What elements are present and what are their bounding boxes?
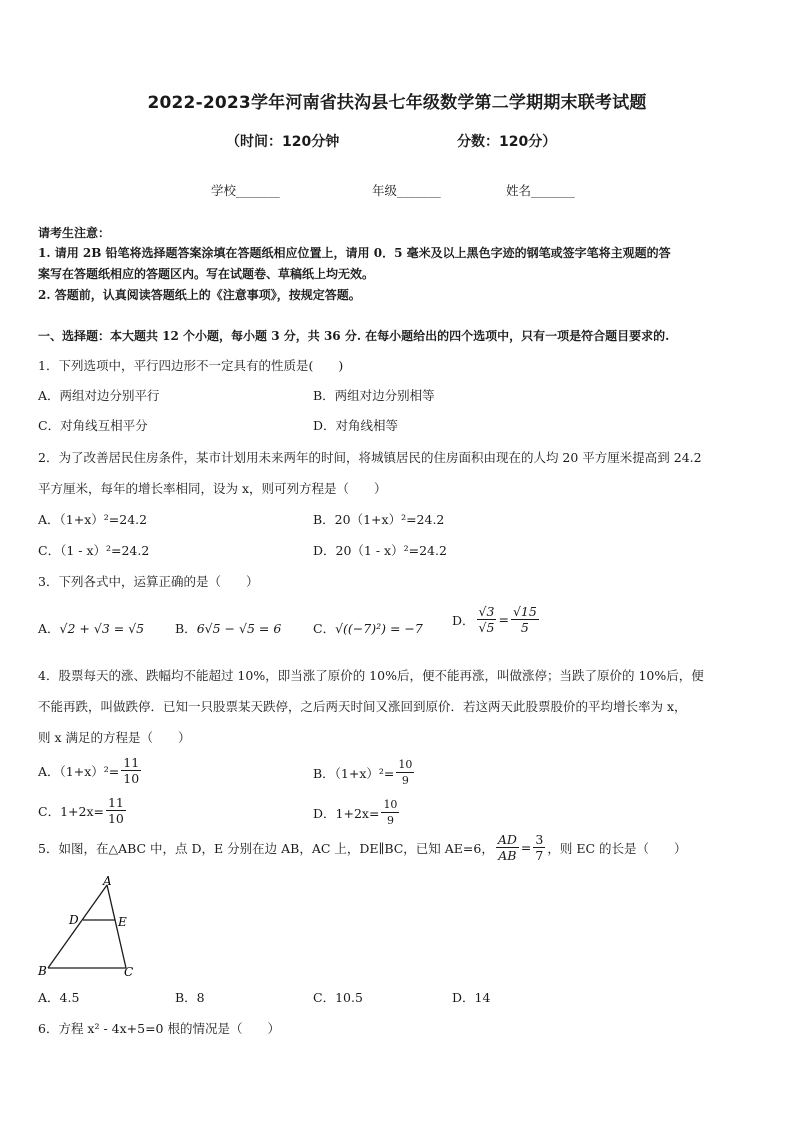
q5-frac-num: AD	[497, 832, 517, 847]
q3-option-a-expr: √2 + √3 = √5	[59, 621, 145, 636]
q4-option-c	[38, 795, 128, 826]
label-c: C	[124, 965, 134, 979]
q2-stem-a: 2．为了改善居民住房条件，某市计划用未来两年的时间，将城镇居民的住房面积由现在的人均 20 平方厘米提高到 24.2	[38, 450, 702, 465]
q5-stem-b: ，则 EC 的长是（ ）	[547, 840, 687, 856]
q5-stem	[38, 832, 687, 863]
info-fields	[0, 181, 794, 201]
q3-option-b-label: B．	[175, 621, 197, 636]
q4-option-d	[313, 797, 401, 828]
q5-frac-den: AB	[498, 848, 517, 863]
school-field: 学校_______	[211, 183, 280, 198]
q4-a-den: 10	[123, 771, 140, 786]
page-title: 2022-2023学年河南省扶沟县七年级数学第二学期期末联考试题	[147, 93, 647, 113]
label-e: E	[118, 915, 127, 929]
q4-option-d-label: D．1+2x=	[313, 805, 380, 821]
q5-value-frac	[533, 832, 545, 863]
q3-option-d	[452, 604, 541, 635]
q4-d-den: 9	[386, 814, 394, 827]
notice-line-1a: 1. 请用 2B 铅笔将选择题答案涂填在答题纸相应位置上，请用 0．5 毫米及以上黑色字迹的钢笔或签字笔将主观题的答	[38, 246, 671, 260]
label-a: A	[103, 874, 112, 888]
label-d: D	[69, 913, 79, 927]
q4-stem-b: 不能再跌，叫做跌停．已知一只股票某天跌停，之后两天时间又涨回到原价．若这两天此股票股价的平均增长率为 x，	[38, 699, 687, 714]
label-b: B	[38, 964, 47, 978]
q1-option-b: B．两组对边分别相等	[313, 388, 435, 403]
q3-option-a	[38, 619, 144, 637]
q4-d-num: 10	[383, 798, 398, 811]
q5-val-num: 3	[535, 832, 544, 847]
name-field: 姓名_______	[506, 183, 575, 198]
notice-heading: 请考生注意：	[38, 226, 111, 240]
q3-stem: 3．下列各式中，运算正确的是（ ）	[38, 574, 259, 589]
q4-b-den: 9	[401, 774, 409, 787]
q5-option-c: C．10.5	[313, 990, 363, 1005]
q3-option-d-frac-right	[511, 604, 539, 635]
notice-line-2: 2. 答题前，认真阅读答题纸上的《注意事项》，按规定答题。	[38, 288, 361, 302]
q2-option-a: A．（1+x）²=24.2	[38, 512, 148, 527]
grade-field: 年级_______	[372, 183, 441, 198]
score-label: 分数：120分）	[457, 134, 557, 150]
q4-stem-a: 4．股票每天的涨、跌幅均不能超过 10%，即当涨了原价的 10%后，便不能再涨，叫做涨停；当跌了原价的 10%后，便	[38, 668, 704, 683]
q6-stem: 6．方程 x² - 4x+5=0 根的情况是（ ）	[38, 1021, 280, 1036]
q4-c-num: 11	[107, 795, 124, 810]
q4-option-b-frac	[396, 757, 414, 788]
q2-stem-b: 平方厘米，每年的增长率相同，设为 x，则可列方程是（ ）	[38, 481, 387, 496]
q4-option-d-frac	[381, 797, 399, 828]
time-label: （时间：120分钟	[226, 134, 340, 150]
q4-a-num: 11	[123, 755, 140, 770]
q2-option-b: B．20（1+x）²=24.2	[313, 512, 445, 527]
notice-line-1b: 案写在答题纸相应的答题区内。写在试题卷、草稿纸上均无效。	[38, 267, 375, 281]
q5-option-b: B．8	[175, 990, 205, 1005]
section-heading: 一、选择题：本大题共 12 个小题，每小题 3 分，共 36 分. 在每小题给出的四个选项中，只有一项是符合题目要求的.	[38, 329, 670, 343]
q4-option-a-label: A．（1+x）²=	[38, 763, 120, 779]
q3-d-den-left: √5	[478, 620, 495, 635]
q5-ratio-frac	[496, 832, 519, 863]
q4-option-b	[313, 757, 416, 788]
q4-stem-c: 则 x 满足的方程是（ ）	[38, 730, 191, 745]
q4-b-num: 10	[398, 758, 413, 771]
q4-option-c-label: C．1+2x=	[38, 803, 104, 819]
q3-d-num-right: √15	[512, 604, 537, 619]
q5-val-den: 7	[535, 848, 544, 863]
q2-option-c: C．（1 - x）²=24.2	[38, 543, 150, 558]
q3-d-eq: =	[498, 612, 509, 627]
q3-d-num-left: √3	[478, 604, 495, 619]
q2-option-d: D．20（1 - x）²=24.2	[313, 543, 447, 558]
q1-stem: 1．下列选项中，平行四边形不一定具有的性质是( )	[38, 358, 344, 373]
q5-option-a: A．4.5	[38, 990, 80, 1005]
q5-triangle-figure	[36, 874, 146, 982]
q5-option-d: D．14	[452, 990, 491, 1005]
q3-option-c-label: C．	[313, 621, 336, 636]
q3-option-b-expr: 6√5 − √5 = 6	[196, 621, 282, 636]
q3-option-b	[175, 619, 281, 637]
q3-d-den-right: 5	[520, 620, 529, 635]
q4-option-a	[38, 755, 143, 786]
q3-option-a-label: A．	[38, 621, 60, 636]
q4-c-den: 10	[107, 811, 124, 826]
q5-frac-eq: =	[520, 840, 532, 855]
q3-option-d-label: D．	[452, 612, 475, 628]
q1-option-a: A．两组对边分别平行	[38, 388, 160, 403]
q4-option-b-label: B．（1+x）²=	[313, 765, 395, 781]
q1-option-d: D．对角线相等	[313, 418, 399, 433]
q5-stem-a: 5．如图，在△ABC 中，点 D，E 分别在边 AB，AC 上，DE∥BC，已知 AE=6，	[38, 840, 494, 856]
q4-option-c-frac	[106, 795, 126, 826]
q4-option-a-frac	[121, 755, 141, 786]
q3-option-c-expr: √((−7)²) = −7	[335, 621, 423, 636]
q3-option-c	[313, 619, 423, 637]
q1-option-c: C．对角线互相平分	[38, 418, 148, 433]
q3-option-d-frac-left	[477, 604, 497, 635]
